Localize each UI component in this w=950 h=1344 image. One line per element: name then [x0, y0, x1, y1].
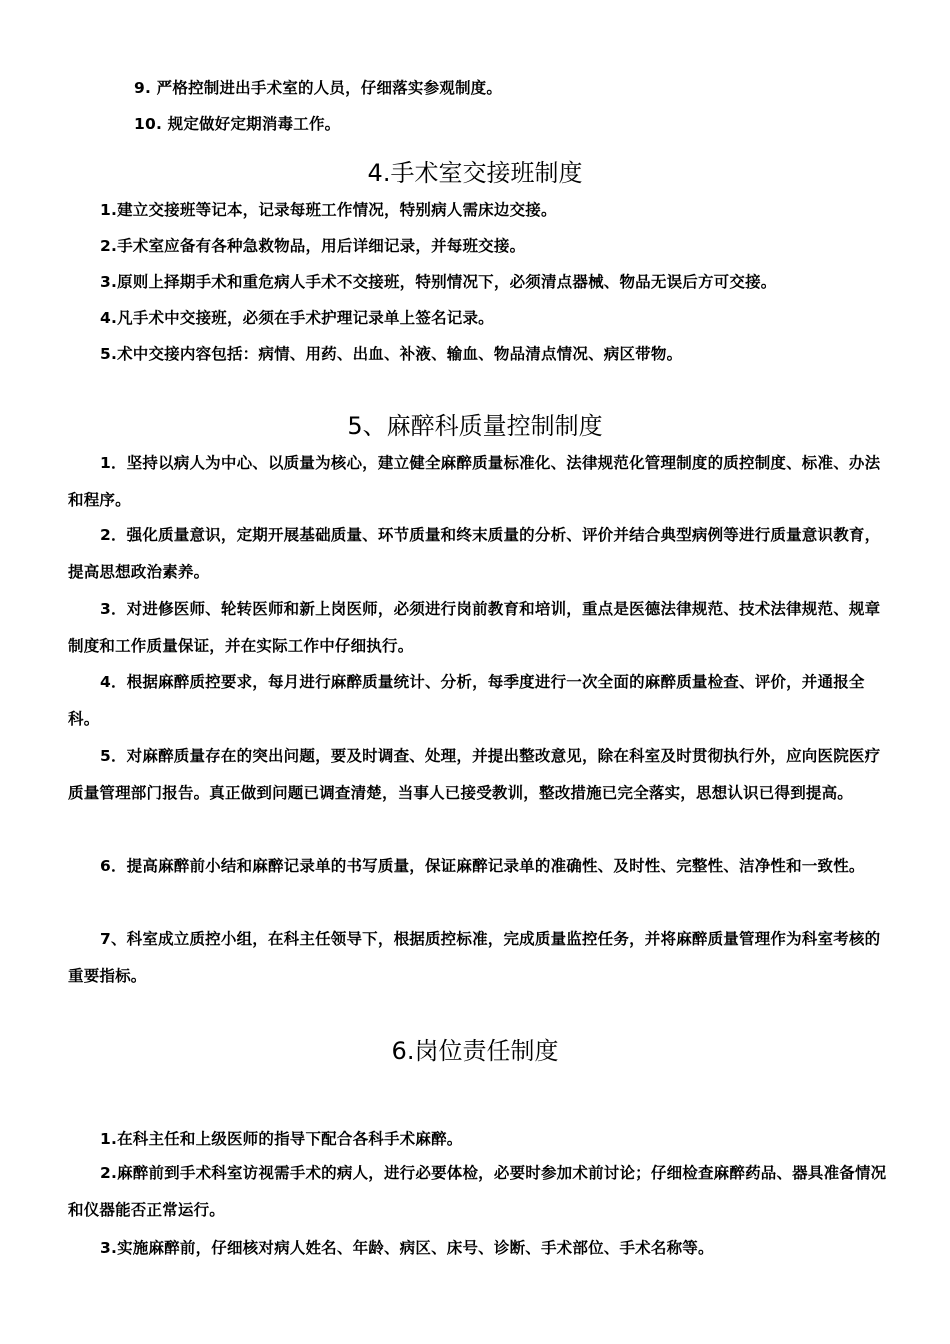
section-4-item-4: 4.凡手术中交接班，必须在手术护理记录单上签名记录。 [100, 309, 494, 327]
list-item-10: 10. 规定做好定期消毒工作。 [134, 115, 341, 133]
section-6-item-1: 1.在科主任和上级医师的指导下配合各科手术麻醉。 [100, 1130, 463, 1148]
section-5-item-6: 6．提高麻醉前小结和麻醉记录单的书写质量，保证麻醉记录单的准确性、及时性、完整性、洁净性和一致性。 [100, 857, 865, 875]
section-6-title: 6.岗位责任制度 [391, 1037, 559, 1065]
section-4-title: 4.手术室交接班制度 [367, 159, 583, 187]
section-5-title: 5、麻醉科质量控制制度 [347, 412, 603, 440]
list-item-9: 9. 严格控制进出手术室的人员，仔细落实参观制度。 [134, 79, 503, 97]
section-5-item-5: 5．对麻醉质量存在的突出问题，要及时调查、处理，并提出整改意见，除在科室及时贯彻执行外，应向医院医疗质量管理部门报告。真正做到问题已调查清楚，当事人已接受教训，整改措施已完全落实，思想认识已得到提高。 [68, 747, 881, 802]
section-5-item-2: 2．强化质量意识，定期开展基础质量、环节质量和终末质量的分析、评价并结合典型病例等进行质量意识教育，提高思想政治素养。 [68, 526, 881, 581]
section-6-item-3: 3.实施麻醉前，仔细核对病人姓名、年龄、病区、床号、诊断、手术部位、手术名称等。 [100, 1239, 714, 1257]
section-4-item-5: 5.术中交接内容包括：病情、用药、出血、补液、输血、物品清点情况、病区带物。 [100, 345, 683, 363]
section-4-item-2: 2.手术室应备有各种急救物品，用后详细记录，并每班交接。 [100, 237, 526, 255]
section-5-item-3: 3．对进修医师、轮转医师和新上岗医师，必须进行岗前教育和培训，重点是医德法律规范、技术法律规范、规章制度和工作质量保证，并在实际工作中仔细执行。 [68, 600, 881, 655]
section-4-item-1: 1.建立交接班等记本，记录每班工作情况，特别病人需床边交接。 [100, 201, 557, 219]
section-6-item-2: 2.麻醉前到手术科室访视需手术的病人，进行必要体检，必要时参加术前讨论；仔细检查麻醉药品、器具准备情况和仪器能否正常运行。 [68, 1164, 887, 1219]
section-5-item-1: 1．坚持以病人为中心、以质量为核心，建立健全麻醉质量标准化、法律规范化管理制度的质控制度、标准、办法和程序。 [68, 454, 881, 509]
section-5-item-4: 4．根据麻醉质控要求，每月进行麻醉质量统计、分析，每季度进行一次全面的麻醉质量检查、评价，并通报全科。 [68, 673, 865, 728]
section-4-item-3: 3.原则上择期手术和重危病人手术不交接班，特别情况下，必须清点器械、物品无误后方可交接。 [100, 273, 777, 291]
section-5-item-7: 7、科室成立质控小组，在科主任领导下，根据质控标准，完成质量监控任务，并将麻醉质量管理作为科室考核的重要指标。 [68, 930, 881, 985]
